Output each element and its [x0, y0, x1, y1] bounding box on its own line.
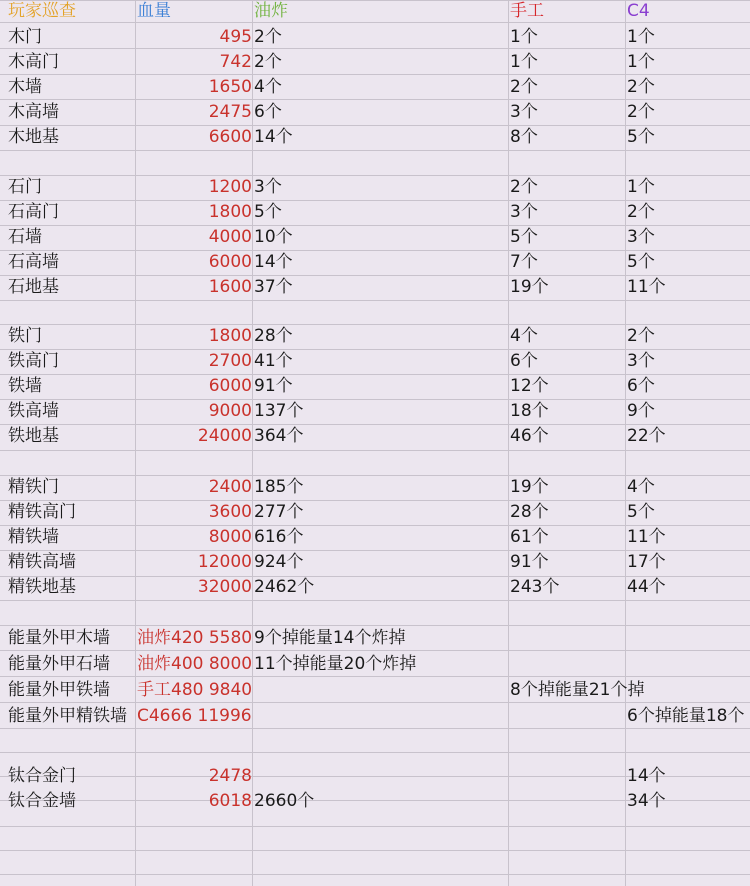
- row-divider: [0, 600, 750, 601]
- row-oil[interactable]: 37个: [254, 277, 293, 297]
- row-c4[interactable]: 2个: [627, 77, 655, 97]
- row-oil[interactable]: 2个: [254, 52, 282, 72]
- energy-row-name[interactable]: 能量外甲精铁墙: [8, 706, 127, 726]
- column-divider: [135, 0, 136, 886]
- row-c4[interactable]: 9个: [627, 401, 655, 421]
- row-c4[interactable]: 44个: [627, 577, 666, 597]
- row-hp[interactable]: 6000: [208, 376, 252, 396]
- row-name[interactable]: 精铁墙: [8, 527, 59, 547]
- row-hp[interactable]: 2400: [208, 477, 252, 497]
- row-hp[interactable]: 495: [219, 27, 252, 47]
- row-c4[interactable]: 2个: [627, 202, 655, 222]
- row-c4[interactable]: 3个: [627, 227, 655, 247]
- row-hp[interactable]: 8000: [208, 527, 252, 547]
- energy-row-hp[interactable]: 手工480 9840: [137, 680, 253, 700]
- row-name[interactable]: 精铁地基: [8, 577, 76, 597]
- row-hand[interactable]: 243个: [510, 577, 560, 597]
- row-c4[interactable]: 11个: [627, 527, 666, 547]
- row-name[interactable]: 铁高门: [8, 351, 59, 371]
- energy-row-name[interactable]: 能量外甲铁墙: [8, 680, 110, 700]
- row-oil[interactable]: 2462个: [254, 577, 315, 597]
- row-name[interactable]: 木地基: [8, 127, 59, 147]
- row-divider: [0, 22, 750, 23]
- row-c4[interactable]: 3个: [627, 351, 655, 371]
- row-divider: [0, 874, 750, 875]
- row-hp[interactable]: 1800: [208, 202, 252, 222]
- row-c4[interactable]: 2个: [627, 326, 655, 346]
- row-hp[interactable]: 9000: [208, 401, 252, 421]
- energy-row-c4[interactable]: 6个掉能量18个: [627, 706, 745, 726]
- energy-row-name[interactable]: 能量外甲木墙: [8, 628, 110, 648]
- row-hp[interactable]: 24000: [197, 426, 252, 446]
- row-c4[interactable]: 4个: [627, 477, 655, 497]
- row-name[interactable]: 铁高墙: [8, 401, 59, 421]
- row-hp[interactable]: 742: [219, 52, 252, 72]
- row-c4[interactable]: 2个: [627, 102, 655, 122]
- row-hand[interactable]: 6个: [510, 351, 538, 371]
- header-cell-hp[interactable]: 血量: [137, 1, 171, 21]
- row-name[interactable]: 石墙: [8, 227, 42, 247]
- row-divider: [0, 826, 750, 827]
- titanium-row-oil[interactable]: 2660个: [254, 791, 315, 811]
- column-divider: [252, 0, 253, 886]
- row-divider: [0, 99, 750, 100]
- row-name[interactable]: 铁门: [8, 326, 42, 346]
- row-hp[interactable]: 6000: [208, 252, 252, 272]
- row-oil[interactable]: 3个: [254, 177, 282, 197]
- row-divider: [0, 850, 750, 851]
- row-hand[interactable]: 91个: [510, 552, 549, 572]
- row-name[interactable]: 石高门: [8, 202, 59, 222]
- row-oil[interactable]: 364个: [254, 426, 304, 446]
- row-c4[interactable]: 1个: [627, 52, 655, 72]
- row-oil[interactable]: 10个: [254, 227, 293, 247]
- row-hand[interactable]: 8个: [510, 127, 538, 147]
- row-hand[interactable]: 5个: [510, 227, 538, 247]
- row-divider: [0, 74, 750, 75]
- row-oil[interactable]: 137个: [254, 401, 304, 421]
- energy-row-name[interactable]: 能量外甲石墙: [8, 654, 110, 674]
- row-hp[interactable]: 2700: [208, 351, 252, 371]
- energy-row-hand[interactable]: 8个掉能量21个掉: [510, 680, 645, 700]
- row-hp[interactable]: 3600: [208, 502, 252, 522]
- row-hp[interactable]: 4000: [208, 227, 252, 247]
- row-name[interactable]: 木墙: [8, 77, 42, 97]
- row-hp[interactable]: 1200: [208, 177, 252, 197]
- row-name[interactable]: 石地基: [8, 277, 59, 297]
- row-oil[interactable]: 4个: [254, 77, 282, 97]
- header-cell-oil[interactable]: 油炸: [254, 1, 288, 21]
- row-hand[interactable]: 12个: [510, 376, 549, 396]
- row-divider: [0, 650, 750, 651]
- titanium-row-c4[interactable]: 34个: [627, 791, 666, 811]
- titanium-row-hp[interactable]: 6018: [208, 791, 252, 811]
- row-hand[interactable]: 1个: [510, 52, 538, 72]
- row-hp[interactable]: 32000: [197, 577, 252, 597]
- row-divider: [0, 676, 750, 677]
- energy-row-hp[interactable]: 油炸420 5580: [137, 628, 253, 648]
- row-oil[interactable]: 277个: [254, 502, 304, 522]
- row-hp[interactable]: 1600: [208, 277, 252, 297]
- row-c4[interactable]: 1个: [627, 27, 655, 47]
- header-cell-hand[interactable]: 手工: [510, 1, 544, 21]
- row-name[interactable]: 木高门: [8, 52, 59, 72]
- row-divider: [0, 752, 750, 753]
- row-name[interactable]: 木高墙: [8, 102, 59, 122]
- row-oil[interactable]: 41个: [254, 351, 293, 371]
- row-hand[interactable]: 2个: [510, 177, 538, 197]
- row-hp[interactable]: 2475: [208, 102, 252, 122]
- row-hand[interactable]: 4个: [510, 326, 538, 346]
- column-divider: [625, 0, 626, 886]
- row-oil[interactable]: 14个: [254, 127, 293, 147]
- row-c4[interactable]: 22个: [627, 426, 666, 446]
- row-c4[interactable]: 1个: [627, 177, 655, 197]
- row-oil[interactable]: 2个: [254, 27, 282, 47]
- row-hand[interactable]: 19个: [510, 277, 549, 297]
- titanium-row-c4[interactable]: 14个: [627, 766, 666, 786]
- header-cell-patrol[interactable]: 玩家巡查: [8, 1, 76, 21]
- row-name[interactable]: 精铁高墙: [8, 552, 76, 572]
- row-hand[interactable]: 3个: [510, 202, 538, 222]
- row-name[interactable]: 石门: [8, 177, 42, 197]
- row-hand[interactable]: 18个: [510, 401, 549, 421]
- row-hand[interactable]: 1个: [510, 27, 538, 47]
- row-hand[interactable]: 7个: [510, 252, 538, 272]
- row-oil[interactable]: 185个: [254, 477, 304, 497]
- row-oil[interactable]: 6个: [254, 102, 282, 122]
- energy-row-hp[interactable]: C4666 11996: [137, 706, 252, 726]
- row-c4[interactable]: 17个: [627, 552, 666, 572]
- titanium-row-name[interactable]: 钛合金门: [8, 766, 76, 786]
- titanium-row-name[interactable]: 钛合金墙: [8, 791, 76, 811]
- row-oil[interactable]: 5个: [254, 202, 282, 222]
- row-divider: [0, 702, 750, 703]
- row-hand[interactable]: 61个: [510, 527, 549, 547]
- row-divider: [0, 150, 750, 151]
- row-divider: [0, 450, 750, 451]
- row-oil[interactable]: 91个: [254, 376, 293, 396]
- row-name[interactable]: 铁墙: [8, 376, 42, 396]
- row-divider: [0, 625, 750, 626]
- row-name[interactable]: 精铁门: [8, 477, 59, 497]
- row-name[interactable]: 精铁高门: [8, 502, 76, 522]
- row-hand[interactable]: 46个: [510, 426, 549, 446]
- row-hp[interactable]: 6600: [208, 127, 252, 147]
- row-hp[interactable]: 12000: [197, 552, 252, 572]
- row-name[interactable]: 木门: [8, 27, 42, 47]
- row-c4[interactable]: 5个: [627, 127, 655, 147]
- titanium-row-hp[interactable]: 2478: [208, 766, 252, 786]
- row-divider: [0, 728, 750, 729]
- row-c4[interactable]: 5个: [627, 252, 655, 272]
- row-oil[interactable]: 14个: [254, 252, 293, 272]
- header-cell-c4[interactable]: C4: [627, 1, 650, 21]
- row-hand[interactable]: 28个: [510, 502, 549, 522]
- row-hp[interactable]: 1650: [208, 77, 252, 97]
- row-hand[interactable]: 19个: [510, 477, 549, 497]
- row-hp[interactable]: 1800: [208, 326, 252, 346]
- row-divider: [0, 48, 750, 49]
- row-oil[interactable]: 616个: [254, 527, 304, 547]
- row-divider: [0, 300, 750, 301]
- energy-row-oil[interactable]: 11个掉能量20个炸掉: [254, 654, 417, 674]
- energy-row-hp[interactable]: 油炸400 8000: [137, 654, 253, 674]
- row-c4[interactable]: 5个: [627, 502, 655, 522]
- row-c4[interactable]: 6个: [627, 376, 655, 396]
- row-oil[interactable]: 28个: [254, 326, 293, 346]
- column-divider: [508, 0, 509, 886]
- row-name[interactable]: 铁地基: [8, 426, 59, 446]
- row-hand[interactable]: 2个: [510, 77, 538, 97]
- row-name[interactable]: 石高墙: [8, 252, 59, 272]
- energy-row-oil[interactable]: 9个掉能量14个炸掉: [254, 628, 406, 648]
- row-c4[interactable]: 11个: [627, 277, 666, 297]
- row-oil[interactable]: 924个: [254, 552, 304, 572]
- row-hand[interactable]: 3个: [510, 102, 538, 122]
